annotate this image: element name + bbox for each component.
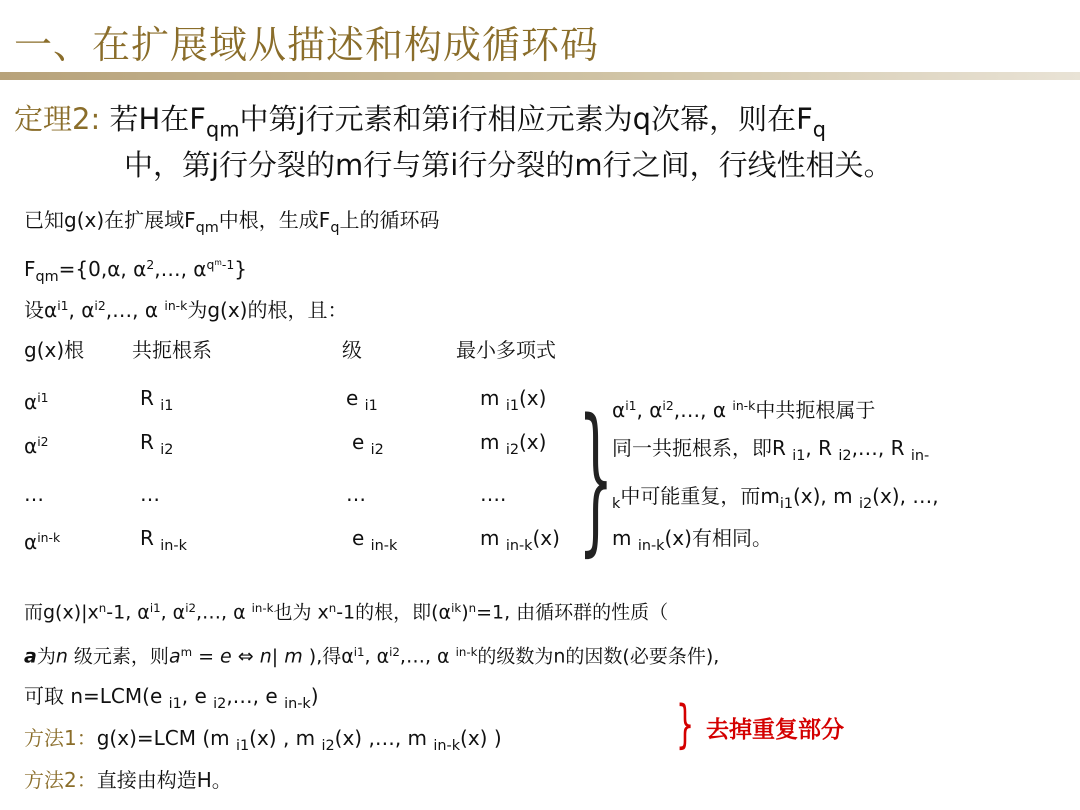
- right-brace-icon: }: [578, 384, 614, 571]
- table-cell-R: R $_{in-k}$: [140, 526, 187, 555]
- note-line-2: 同一共扼根系，即R $_{i1}$, R $_{i2}$,…, R $_{in-}$: [612, 436, 930, 465]
- table-cell-m: m $_{i1}$(x): [480, 386, 547, 415]
- method-2-label: 方法2：: [24, 768, 97, 792]
- method-1: 方法1：g(x)=LCM (m $_{i1}$(x) , m $_{i2}$(x) ,…, m $_{in-k}$(x) ): [24, 726, 502, 755]
- title-divider: [0, 72, 1080, 80]
- table-cell-m: m $_{in-k}$(x): [480, 526, 560, 555]
- table-header-root: g(x)根: [24, 338, 85, 362]
- method-2: 方法2：直接由构造H。: [24, 768, 232, 792]
- table-cell-R: R $_{i2}$: [140, 430, 174, 459]
- table-cell-root: $\alpha^{i2}$: [24, 433, 49, 458]
- table-cell-root: $\alpha^{in-k}$: [24, 529, 61, 554]
- theorem-line-2: 中，第j行分裂的m行与第i行分裂的m行之间，行线性相关。: [124, 148, 893, 182]
- red-brace-icon: }: [676, 695, 695, 755]
- table-cell-e: e $_{i2}$: [352, 430, 384, 459]
- table-cell-e: e $_{i1}$: [346, 386, 378, 415]
- note-line-4: m $_{in-k}$(x)有相同。: [612, 526, 772, 555]
- table-header-minpoly: 最小多项式: [456, 338, 556, 362]
- para-line-3: 可取 n=LCM(e $_{i1}$, e $_{i2}$,…, e $_{in-k}$): [24, 684, 319, 713]
- method-1-label: 方法1：: [24, 726, 97, 750]
- slide-title: 一、在扩展域从描述和构成循环码: [14, 23, 600, 67]
- table-cell-m: m $_{i2}$(x): [480, 430, 547, 459]
- para-line-2: a为n 级元素，则$a^m = e$ ⇔ n| m ),得$\alpha^{i1}$, $\alpha^{i2},\dots$, α $^{in-k}$的级数为n的因数(必要条件),: [24, 645, 720, 668]
- table-cell-root: $\alpha^{i1}$: [24, 389, 49, 414]
- theorem-label: 定理2:: [14, 102, 101, 136]
- table-cell-R: …: [140, 482, 160, 506]
- table-cell-root: …: [24, 482, 44, 506]
- note-line-1: $\alpha^{i1}$, $\alpha^{i2},\dots$, α $^{in-k}$中共扼根属于: [612, 397, 876, 422]
- intro-line-3: 设$\alpha^{i1}$, $\alpha^{i2},\dots$, α $^{in-k}$为g(x)的根，且：: [24, 297, 348, 322]
- table-header-order: 级: [342, 338, 362, 362]
- intro-line-2: $F_{qm}=\{0,\alpha$, $\alpha^2,\dots$, $\alpha^{q^m-1}$}: [24, 257, 247, 286]
- remove-duplicates-label: 去掉重复部分: [706, 717, 844, 743]
- note-line-3: $_k$中可能重复，而$m_{i1}(x)$, m $_{i2}$(x), …,: [612, 484, 939, 513]
- intro-line-1: 已知g(x)在扩展域$F_{qm}$中根，生成$F_q$上的循环码: [24, 208, 440, 237]
- table-header-conjugate: 共扼根系: [132, 338, 212, 362]
- para-line-1: 而$g(x)|x^n-1$, $\alpha^{i1}$, $\alpha^{i2},\dots$, α $^{in-k}$也为 $x^n-1$的根，即$(\alpha^{ik})^n=1$, 由循环群的性质（: [24, 601, 669, 624]
- theorem-text: 若H在$F_{qm}$中第j行元素和第i行相应元素为q次幂，则在$F_q$: [109, 102, 827, 142]
- table-cell-R: R $_{i1}$: [140, 386, 174, 415]
- theorem-line-1: [14, 100, 826, 148]
- table-cell-e: …: [346, 482, 366, 506]
- table-cell-e: e $_{in-k}$: [352, 526, 398, 555]
- table-cell-m: ….: [480, 482, 507, 506]
